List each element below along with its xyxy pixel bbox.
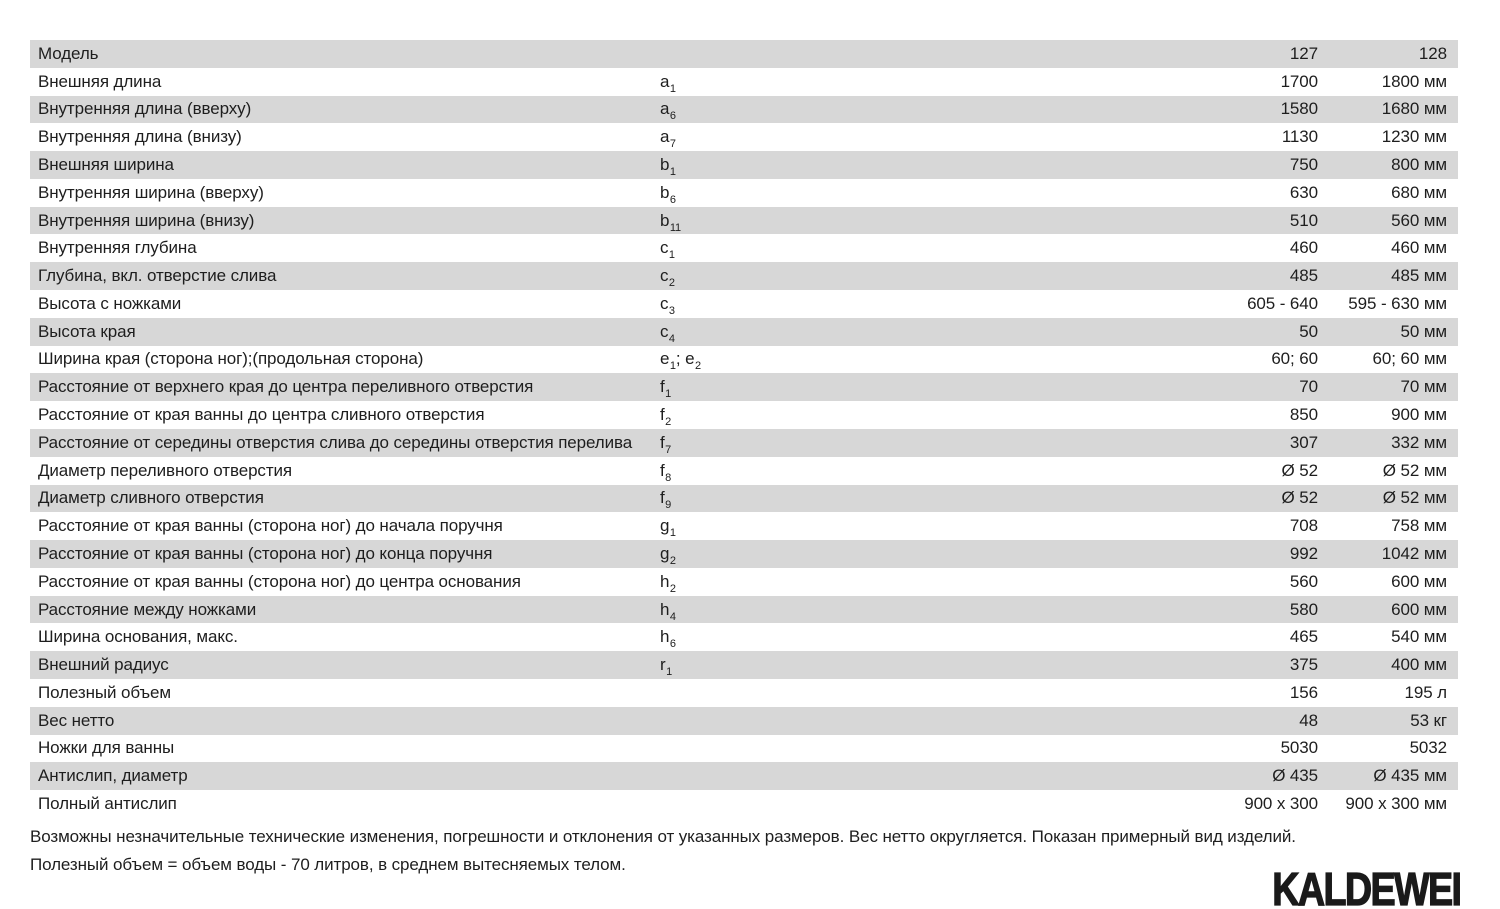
param-label: Расстояние от края ванны (сторона ног) до конца поручня [38,543,493,563]
value-model-127: 1700 [1280,71,1318,91]
table-row [30,568,1458,596]
param-label: Антислип, диаметр [38,766,188,786]
param-symbol: $f_7$ [660,432,672,456]
footnote-volume-note: Полезный объем = объем воды - 70 литров, в среднем вытесняемых телом. [30,855,626,874]
value-model-127: 60; 60 [1271,349,1318,369]
value-model-127: 560 [1289,571,1318,591]
param-label: Диаметр сливного отверстия [38,488,264,508]
table-row [30,429,1458,457]
symbol-subscript: 1 [669,166,676,179]
value-model-128: 900 мм [1391,405,1447,425]
param-label: Расстояние от середины отверстия слива до середины отверстия перелива [38,432,633,452]
header-model-label: Модель [38,43,99,63]
param-symbol: $a_6$ [660,99,676,123]
symbol-subscript: 2 [695,360,702,373]
value-model-128: 1800 мм [1381,71,1447,91]
param-symbol: $g_2$ [660,543,676,567]
value-model-127: 992 [1289,543,1318,563]
value-model-128: 50 мм [1400,321,1447,341]
value-model-128: 195 л [1404,682,1447,702]
value-model-127: 156 [1289,682,1318,702]
param-label: Расстояние между ножками [38,599,257,619]
symbol-subscript: 8 [665,471,672,484]
symbol-subscript: 1 [665,388,672,401]
value-model-128: 800 мм [1391,155,1447,175]
symbol-subscript: 2 [668,277,675,290]
param-mid-cell [660,683,1318,703]
param-label: Внешняя длина [38,71,162,91]
param-label: Полный антислип [38,793,177,813]
value-model-128: 60; 60 мм [1372,349,1447,369]
param-label: Расстояние от края ванны (сторона ног) до начала поручня [38,516,503,536]
table-row [30,207,1458,235]
param-label: Диаметр переливного отверстия [38,460,293,480]
footnote-technical-note: Возможны незначительные технические изменения, погрешности и отклонения от указанных размеров. Вес нетто округляется. Показан примерный вид изделий. [30,827,1296,846]
param-symbol: $e_1$; $e_2$ [660,349,702,373]
param-mid-cell [660,405,1318,429]
param-label: Расстояние от верхнего края до центра переливного отверстия [38,377,534,397]
param-label: Внутренняя ширина (вверху) [38,182,264,202]
value-model-127: 460 [1289,238,1318,258]
table-row [30,179,1458,207]
value-model-127: Ø 52 [1281,460,1318,480]
param-label: Внутренняя глубина [38,238,197,258]
value-model-127: 70 [1299,377,1318,397]
param-symbol: $f_8$ [660,460,672,484]
value-model-127: 605 - 640 [1247,293,1318,313]
param-label: Расстояние от края ванны до центра сливного отверстия [38,405,485,425]
value-model-127: 708 [1289,516,1318,536]
param-label: Внешняя ширина [38,155,174,175]
param-mid-cell [660,210,1318,234]
value-model-128: 540 мм [1391,627,1447,647]
value-model-127: 485 [1289,266,1318,286]
param-mid-cell [660,655,1318,679]
value-model-127: 1130 [1281,127,1318,147]
table-header-row [30,40,1458,68]
param-label: Внешний радиус [38,655,169,675]
symbol-subscript: 1 [666,666,673,679]
table-row [30,790,1458,818]
param-mid-cell [660,155,1318,179]
value-model-128: 460 мм [1391,238,1447,258]
param-mid-cell [660,543,1318,567]
value-model-127: 5030 [1280,738,1318,758]
param-mid-cell [660,127,1318,151]
symbol-subscript: 4 [669,610,676,623]
value-model-127: 50 [1299,321,1318,341]
value-model-128: 900 x 300 мм [1345,793,1447,813]
param-label: Полезный объем [38,682,171,702]
param-symbol: $r_1$ [660,655,673,679]
value-model-127: 900 x 300 [1244,793,1318,813]
param-symbol: $a_1$ [660,71,676,95]
param-symbol: $c_2$ [660,266,675,290]
param-symbol: $b_1$ [660,155,676,179]
value-model-127: 465 [1289,627,1318,647]
param-mid-cell [660,599,1318,623]
header-mid-cell [660,44,1318,64]
param-mid-cell [660,99,1318,123]
value-model-128: 1230 мм [1381,127,1447,147]
table-row [30,96,1458,124]
table-row [30,707,1458,735]
value-model-127: 580 [1289,599,1318,619]
value-model-128: 758 мм [1391,516,1447,536]
value-model-128: 70 мм [1400,377,1447,397]
param-mid-cell [660,516,1318,540]
symbol-subscript: 6 [669,110,676,123]
table-row [30,318,1458,346]
value-model-128: Ø 52 мм [1382,460,1447,480]
table-row [30,512,1458,540]
value-model-127: 307 [1289,432,1318,452]
param-label: Расстояние от края ванны (сторона ног) до центра основания [38,571,521,591]
param-mid-cell [660,293,1318,317]
param-mid-cell [660,377,1318,401]
table-row [30,762,1458,790]
param-label: Глубина, вкл. отверстие слива [38,266,277,286]
param-symbol: $b_{11}$ [660,210,682,234]
symbol-subscript: 6 [669,638,676,651]
value-model-127: Ø 52 [1281,488,1318,508]
param-symbol: $f_2$ [660,405,672,429]
value-model-127: 630 [1289,182,1318,202]
symbol-subscript: 1 [669,360,676,373]
param-label: Вес нетто [38,710,115,730]
value-model-127: 1580 [1280,99,1318,119]
param-mid-cell [660,571,1318,595]
param-label: Ширина основания, макс. [38,627,238,647]
header-model-2: 128 [1418,43,1447,63]
symbol-subscript: 2 [665,416,672,429]
table-row [30,651,1458,679]
symbol-subscript: 6 [669,193,676,206]
param-mid-cell [660,266,1318,290]
table-row [30,373,1458,401]
param-mid-cell [660,349,1318,373]
param-label: Высота с ножками [38,293,182,313]
param-label: Высота края [38,321,136,341]
value-model-127: 750 [1289,155,1318,175]
value-model-128: 53 кг [1410,710,1447,730]
param-mid-cell [660,460,1318,484]
param-label: Ножки для ванны [38,738,175,758]
param-label: Внутренняя ширина (внизу) [38,210,255,230]
param-mid-cell [660,182,1318,206]
table-row [30,679,1458,707]
table-row [30,123,1458,151]
param-mid-cell [660,738,1318,758]
table-row [30,234,1458,262]
symbol-subscript: 11 [669,221,682,234]
param-mid-cell [660,238,1318,262]
value-model-128: 400 мм [1391,655,1447,675]
table-row [30,262,1458,290]
value-model-128: 560 мм [1391,210,1447,230]
param-symbol: $b_6$ [660,182,676,206]
param-symbol: $c_3$ [660,293,675,317]
param-label: Ширина края (сторона ног);(продольная сторона) [38,349,424,369]
param-symbol: $h_4$ [660,599,676,623]
value-model-127: 510 [1289,210,1318,230]
param-symbol: $f_1$ [660,377,672,401]
param-symbol: $f_9$ [660,488,672,512]
param-symbol: $c_4$ [660,321,675,345]
symbol-subscript: 7 [669,138,676,151]
table-row [30,151,1458,179]
table-row [30,457,1458,485]
table-row [30,485,1458,513]
symbol-subscript: 2 [669,554,676,567]
param-mid-cell [660,432,1318,456]
param-symbol: $h_6$ [660,627,676,651]
symbol-subscript: 9 [665,499,672,512]
value-model-128: 332 мм [1391,432,1447,452]
table-row [30,401,1458,429]
symbol-subscript: 3 [668,304,675,317]
value-model-127: 375 [1289,655,1318,675]
param-mid-cell [660,321,1318,345]
symbol-subscript: 1 [668,249,675,262]
param-symbol: $g_1$ [660,516,676,540]
value-model-127: Ø 435 [1272,766,1318,786]
param-mid-cell [660,711,1318,731]
param-label: Внутренняя длина (внизу) [38,127,242,147]
param-symbol: $h_2$ [660,571,676,595]
param-label: Внутренняя длина (вверху) [38,99,252,119]
value-model-128: Ø 435 мм [1373,766,1447,786]
value-model-128: 600 мм [1391,599,1447,619]
header-model-1: 127 [1289,43,1318,63]
value-model-128: 680 мм [1391,182,1447,202]
value-model-128: 600 мм [1391,571,1447,591]
value-model-128: 595 - 630 мм [1348,293,1447,313]
table-row [30,290,1458,318]
value-model-128: 1042 мм [1381,543,1447,563]
param-symbol: $a_7$ [660,127,676,151]
kaldewei-logo: KALDEWEI [1271,863,1460,909]
symbol-subscript: 4 [668,332,675,345]
value-model-127: 48 [1299,710,1318,730]
param-mid-cell [660,627,1318,651]
symbol-subscript: 7 [665,443,672,456]
table-row [30,68,1458,96]
param-mid-cell [660,794,1318,814]
table-row [30,735,1458,763]
spec-table [30,40,1458,818]
param-symbol: $c_1$ [660,238,675,262]
value-model-128: 5032 [1409,738,1447,758]
value-model-127: 850 [1289,405,1318,425]
symbol-subscript: 1 [669,82,676,95]
table-row [30,540,1458,568]
param-mid-cell [660,766,1318,786]
param-mid-cell [660,71,1318,95]
table-row [30,623,1458,651]
param-mid-cell [660,488,1318,512]
symbol-subscript: 1 [669,527,676,540]
table-row [30,346,1458,374]
value-model-128: 1680 мм [1381,99,1447,119]
symbol-subscript: 2 [669,582,676,595]
table-row [30,596,1458,624]
value-model-128: 485 мм [1391,266,1447,286]
value-model-128: Ø 52 мм [1382,488,1447,508]
